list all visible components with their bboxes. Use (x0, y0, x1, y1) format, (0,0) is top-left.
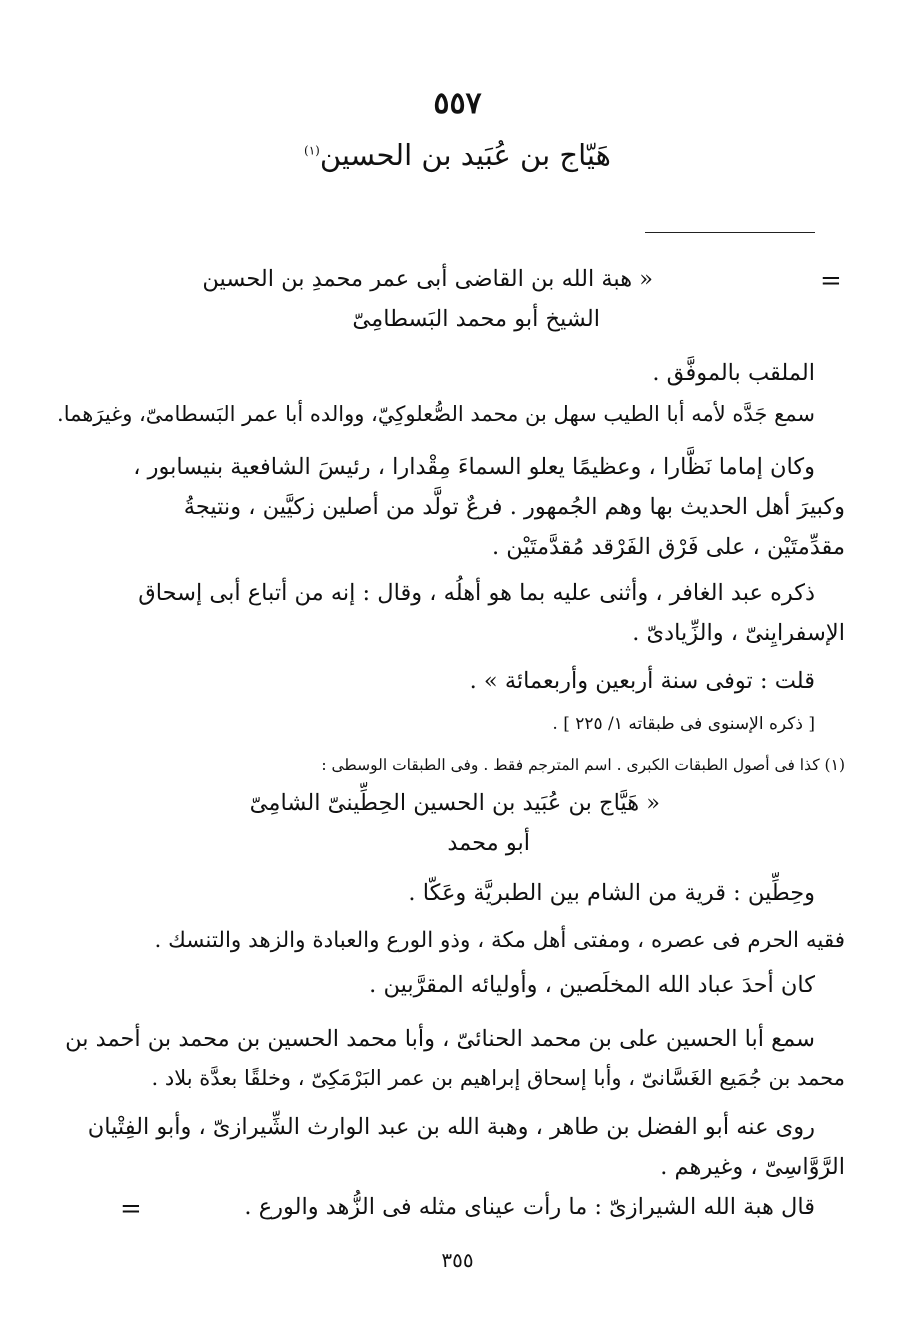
section-divider (645, 232, 815, 233)
footnote-text: (١) كذا فى أصول الطبقات الكبرى . اسم المترجم فقط . وفى الطبقات الوسطى : (321, 756, 845, 774)
continuation-mark-bottom: = (120, 1194, 142, 1224)
page-number: ٣٥٥ (441, 1248, 474, 1272)
paragraph-line: فقيه الحرم فى عصره ، ومفتى أهل مكة ، وذو الورع والعبادة والزهد والتنسك . (154, 928, 845, 953)
paragraph-line: روى عنه أبو الفضل بن طاهر ، وهبة الله بن عبد الوارث الشِّيرازىّ ، وأبو الفِتْيان (87, 1114, 815, 1140)
footnote-name-line2: أبو محمد (447, 830, 530, 856)
paragraph-line: كان أحدَ عباد الله المخلَصين ، وأوليائه المقرَّبين . (369, 972, 815, 998)
inset-heading-line2: الشيخ أبو محمد البَسطامِىّ (352, 306, 600, 332)
paragraph-line: سمع أبا الحسين على بن محمد الحنائىّ ، وأبا محمد الحسين بن محمد بن أحمد بن (65, 1026, 815, 1052)
inset-paragraph-line: وكبيرَ أهل الحديث بها وهم الجُمهور . فرعٌ تولَّد من أصلين زكيَّين ، ونتيجةُ (183, 494, 845, 520)
inset-paragraph-line: مقدِّمتَيْن ، على فَرْق الفَرْقد مُقدَّمتَيْن . (491, 534, 845, 560)
entry-title-text: هَيّاج بن عُبَيد بن الحسين (319, 138, 611, 172)
inset-paragraph-line: الإسفرايِنىّ ، والزِّيادىّ . (632, 620, 845, 646)
inset-heading-line1: « هبة الله بن القاضى أبى عمر محمدِ بن الحسين (202, 266, 653, 292)
continuation-mark-top: = (820, 266, 842, 296)
paragraph-line: وحِطِّين : قرية من الشام بين الطبريَّة وعَكّا . (408, 880, 815, 906)
entry-title (0, 138, 915, 172)
paragraph-line: الرَّوَّاسِىّ ، وغيرهم . (660, 1154, 845, 1180)
inset-paragraph-line: قلت : توفى سنة أربعين وأربعمائة » . (469, 668, 815, 694)
inset-paragraph-line: سمع جَدَّه لأمه أبا الطيب سهل بن محمد الصُّعلوكِيّ، ووالده أبا عمر البَسطامىّ، وغيرَهما. (57, 402, 815, 426)
entry-number: ٥٥٧ (433, 86, 482, 121)
inset-paragraph-line: وكان إماما نَظَّارا ، وعظيمًا يعلو السماءَ مِقْدارا ، رئيسَ الشافعية بنيسابور ، (133, 454, 815, 480)
paragraph-line: محمد بن جُمَيع الغَسَّانىّ ، وأبا إسحاق إبراهيم بن عمر البَرْمَكِىّ ، وخلقًا بعدَّة بلاد . (151, 1066, 845, 1090)
inset-paragraph-line: الملقب بالموفَّق . (652, 360, 815, 386)
title-footnote-ref: (١) (304, 143, 320, 158)
bracket-reference: [ ذكره الإسنوى فى طبقاته ١/ ٢٢٥ ] . (552, 714, 815, 734)
footnote-name-line1: « هَيَّاج بن عُبَيد بن الحسين الحِطِّينىّ الشامِىّ (249, 790, 660, 816)
paragraph-line: قال هبة الله الشيرازىّ : ما رأت عيناى مثله فى الزُّهد والورع . (244, 1194, 815, 1220)
inset-paragraph-line: ذكره عبد الغافر ، وأثنى عليه بما هو أهلُه ، وقال : إنه من أتباع أبى إسحاق (138, 580, 815, 606)
